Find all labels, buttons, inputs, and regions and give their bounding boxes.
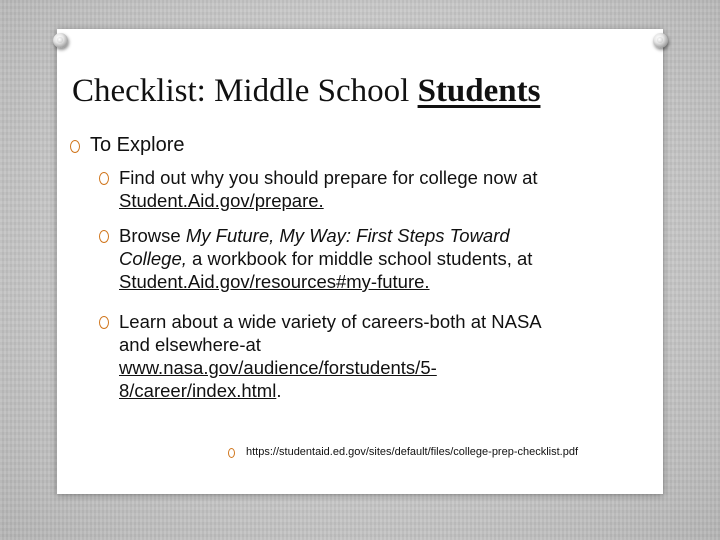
section-heading: To Explore — [90, 134, 185, 156]
bullet-ring-icon — [70, 140, 80, 153]
bullet-ring-icon — [99, 316, 109, 329]
list-item — [119, 310, 629, 402]
bullet-ring-icon — [99, 172, 109, 185]
item-text: a workbook for middle school students, at — [192, 248, 533, 269]
item-text: Browse — [119, 225, 181, 246]
bullet-ring-icon — [228, 448, 235, 458]
list-item — [119, 224, 629, 293]
slide-title — [72, 73, 662, 110]
workbook-title: My Future, My Way: First Steps Toward — [185, 225, 510, 246]
item-text: Learn about a wide variety of careers-both at NASA — [119, 311, 542, 332]
list-item — [119, 166, 629, 212]
bullet-ring-icon — [99, 230, 109, 243]
title-emphasis: Students — [417, 73, 541, 109]
nasa-career-link-continued[interactable]: 8/career/index.html — [119, 380, 277, 401]
studentaid-prepare-link[interactable]: Student.Aid.gov/prepare. — [119, 190, 324, 211]
workbook-title: College, — [119, 248, 187, 269]
pushpin-icon — [53, 33, 68, 48]
item-text: and elsewhere-at — [119, 334, 261, 355]
item-punctuation: . — [276, 380, 282, 401]
studentaid-resources-link[interactable]: Student.Aid.gov/resources#my-future. — [119, 271, 430, 292]
nasa-career-link[interactable]: www.nasa.gov/audience/forstudents/5- — [119, 357, 437, 378]
source-citation: https://studentaid.ed.gov/sites/default/files/college-prep-checklist.pdf — [246, 446, 579, 458]
title-lead: Checklist: Middle School — [72, 73, 410, 109]
pushpin-icon — [653, 33, 668, 48]
item-text: Find out why you should prepare for college now at — [119, 167, 538, 188]
